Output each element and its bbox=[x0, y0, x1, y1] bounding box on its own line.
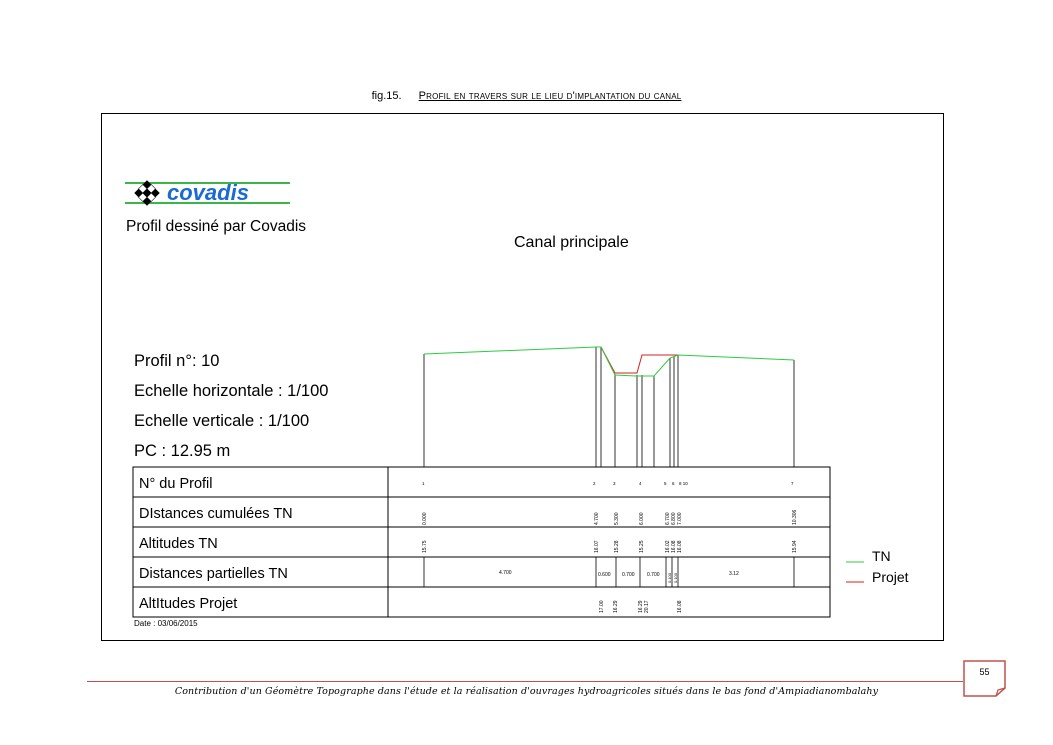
alt-tn-value: 16.08 bbox=[677, 540, 683, 553]
footer-text: Contribution d'un Géomètre Topographe dans l'étude et la réalisation d'ouvrages hydroagricoles situés dans le bas fond d'Ampiadianombalahy bbox=[174, 686, 879, 697]
partial-dist-value: 0.100 bbox=[667, 572, 672, 583]
altitude-projet-values bbox=[599, 600, 683, 613]
legend bbox=[842, 544, 932, 589]
alt-projet-value: 17.00 bbox=[599, 600, 605, 613]
alt-projet-value: 16.29 bbox=[638, 600, 644, 613]
project-line bbox=[596, 347, 678, 373]
partial-dist-value: 3.12 bbox=[729, 571, 739, 577]
alt-projet-value: 16.08 bbox=[677, 600, 683, 613]
footer-rule bbox=[87, 681, 963, 682]
row-header-altitudes-tn: Altitudes TN bbox=[139, 536, 218, 552]
alt-tn-value: 16.02 bbox=[665, 540, 671, 553]
row-header-distances-partielles: Distances partielles TN bbox=[139, 566, 288, 582]
partial-dist-value: 4.700 bbox=[499, 570, 512, 576]
cum-dist-value: 4.700 bbox=[594, 512, 600, 525]
legend-tn-label: TN bbox=[872, 548, 891, 564]
alt-tn-value: 16.07 bbox=[594, 540, 600, 553]
alt-projet-value: 20.17 bbox=[644, 600, 650, 613]
profil-num-7: 7 bbox=[791, 481, 794, 486]
cum-dist-value: 0.000 bbox=[422, 512, 428, 525]
alt-tn-value: 15.94 bbox=[792, 540, 798, 553]
cumulative-distance-values bbox=[422, 509, 798, 525]
profil-num-6: 6 bbox=[672, 481, 675, 486]
row-header-profil: N° du Profil bbox=[139, 476, 213, 492]
altitude-tn-values bbox=[422, 540, 798, 553]
partial-dist-value: 0.700 bbox=[647, 572, 660, 578]
legend-projet-label: Projet bbox=[872, 569, 909, 585]
profile-title: Canal principale bbox=[514, 234, 629, 251]
logo-text: covadis bbox=[167, 180, 249, 205]
figure-number: fig.15. bbox=[371, 90, 402, 102]
profil-number-values bbox=[422, 481, 794, 486]
alt-tn-value: 16.08 bbox=[671, 540, 677, 553]
profil-num-2: 2 bbox=[593, 481, 596, 486]
alt-tn-value: 15.28 bbox=[614, 540, 620, 553]
vertical-scale: Echelle verticale : 1/100 bbox=[134, 412, 310, 430]
date-label: Date : 03/06/2015 bbox=[134, 619, 198, 628]
profil-num-5: 5 bbox=[664, 481, 667, 486]
alt-tn-value: 15.25 bbox=[639, 540, 645, 553]
cum-dist-value: 7.000 bbox=[677, 512, 683, 525]
table-border bbox=[133, 467, 830, 617]
cum-dist-value: 10.306 bbox=[792, 509, 798, 525]
profil-num-1: 1 bbox=[422, 481, 425, 486]
alt-tn-value: 15.75 bbox=[422, 540, 428, 553]
profil-number: Profil n°: 10 bbox=[134, 352, 220, 370]
row-header-altitudes-projet: AltItudes Projet bbox=[139, 596, 238, 612]
partial-dist-value: 0.600 bbox=[598, 572, 611, 578]
figure-title: Profil en travers sur le lieu d'implantation du canal bbox=[418, 90, 682, 102]
partial-distance-values bbox=[499, 570, 739, 583]
reference-plane: PC : 12.95 m bbox=[134, 442, 231, 460]
partial-dist-value: 0.700 bbox=[622, 572, 635, 578]
cum-dist-value: 6.700 bbox=[665, 512, 671, 525]
horizontal-scale: Echelle horizontale : 1/100 bbox=[134, 382, 329, 400]
subtitle: Profil dessiné par Covadis bbox=[126, 218, 307, 235]
profil-num-extra: 8 10 bbox=[679, 481, 688, 486]
cum-dist-value: 6.800 bbox=[671, 512, 677, 525]
cum-dist-value: 6.000 bbox=[639, 512, 645, 525]
page-number: 55 bbox=[979, 667, 990, 677]
profil-num-4: 4 bbox=[639, 481, 642, 486]
cum-dist-value: 5.300 bbox=[614, 512, 620, 525]
partial-dist-value: 0.100 bbox=[673, 572, 678, 583]
alt-projet-value: 16.29 bbox=[613, 600, 619, 613]
row-header-distances-cumulees: DIstances cumulées TN bbox=[139, 506, 293, 522]
station-lines bbox=[424, 347, 794, 467]
profil-num-3: 3 bbox=[613, 481, 616, 486]
